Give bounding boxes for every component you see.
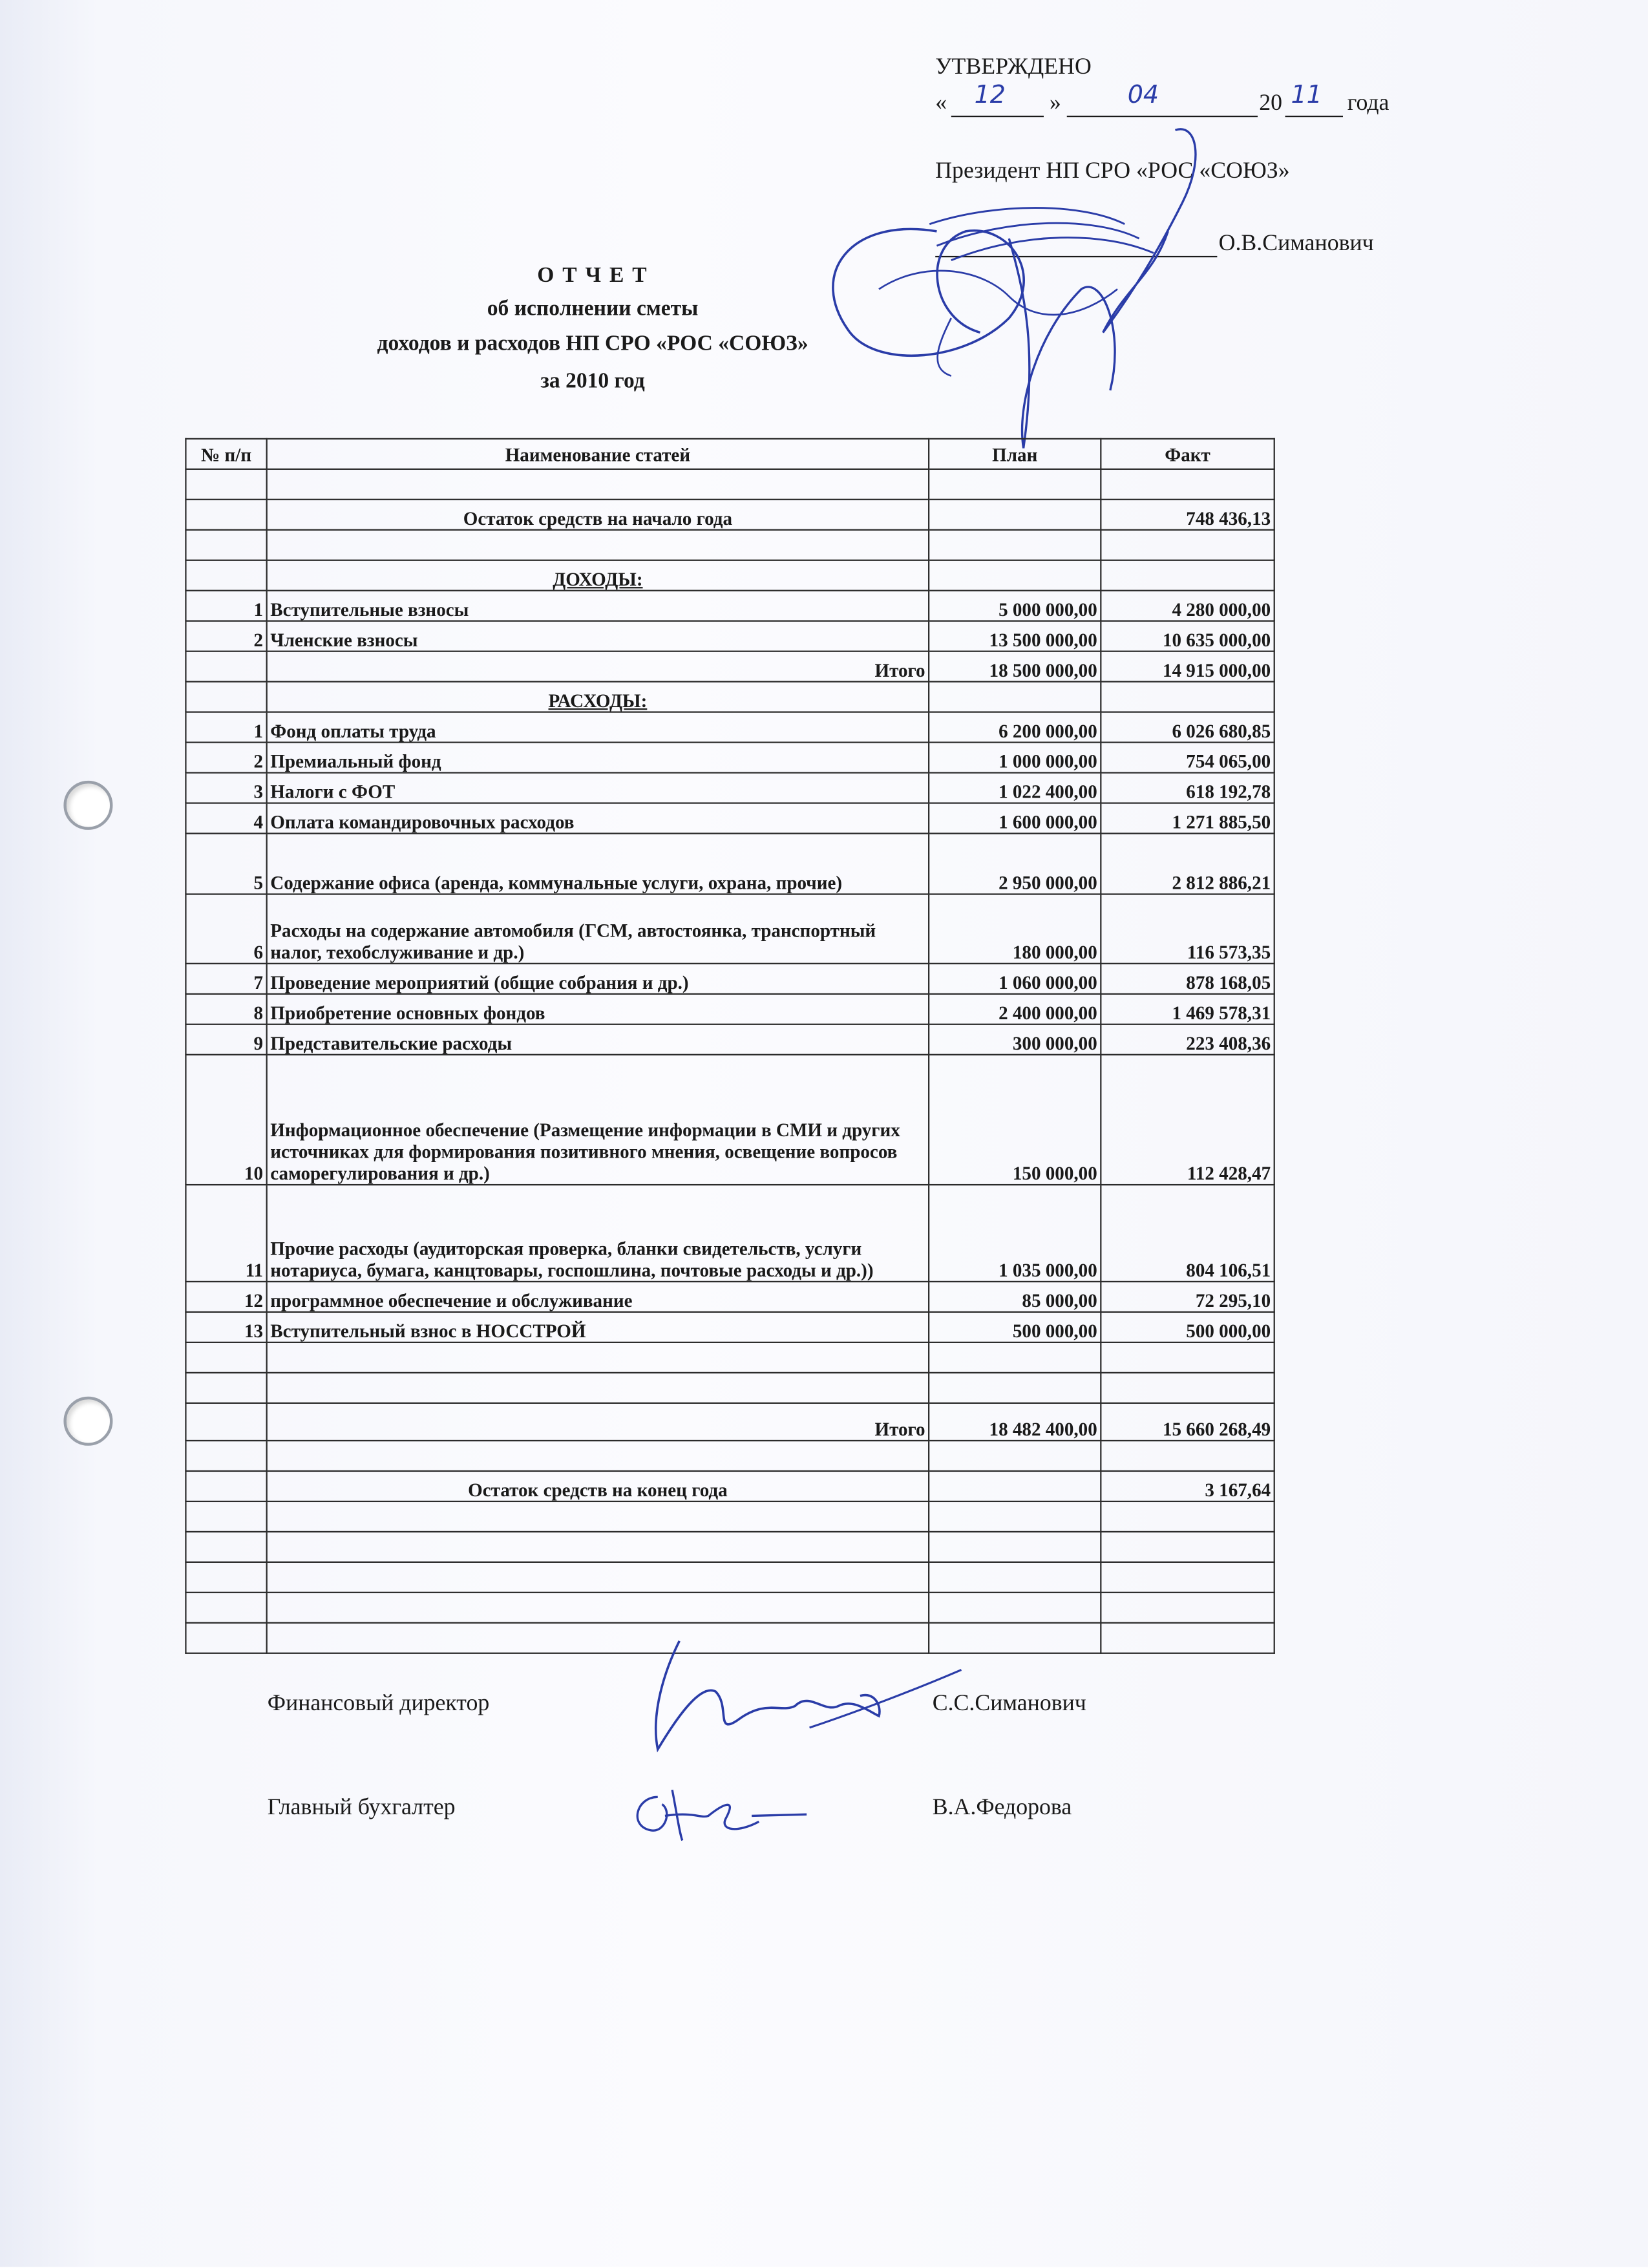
cell-number xyxy=(185,1532,266,1562)
cell-number: 9 xyxy=(185,1024,266,1055)
cell-fact: 748 436,13 xyxy=(1101,500,1274,530)
item-row xyxy=(185,621,1274,652)
cell-fact xyxy=(1101,1593,1274,1623)
cell-name: Приобретение основных фондов xyxy=(267,994,929,1024)
blank-row xyxy=(185,1441,1274,1471)
cell-plan xyxy=(929,1532,1101,1562)
report-subtitle-1: об исполнении сметы xyxy=(487,297,699,321)
cell-name xyxy=(267,1593,929,1623)
cell-fact: 3 167,64 xyxy=(1101,1471,1274,1501)
signature-name-accountant: В.А.Федорова xyxy=(932,1796,1072,1821)
cell-number xyxy=(185,1403,266,1441)
cell-fact: 618 192,78 xyxy=(1101,773,1274,803)
cell-fact: 223 408,36 xyxy=(1101,1024,1274,1055)
blank-row xyxy=(185,469,1274,500)
cell-fact: 500 000,00 xyxy=(1101,1312,1274,1342)
cell-fact: 2 812 886,21 xyxy=(1101,834,1274,895)
item-row xyxy=(185,591,1274,621)
cell-fact xyxy=(1101,682,1274,712)
cell-plan: 300 000,00 xyxy=(929,1024,1101,1055)
cell-number: 11 xyxy=(185,1185,266,1282)
cell-number: 7 xyxy=(185,964,266,994)
item-row xyxy=(185,1055,1274,1185)
cell-plan xyxy=(929,530,1101,560)
cell-plan: 1 035 000,00 xyxy=(929,1185,1101,1282)
cell-number: 1 xyxy=(185,712,266,743)
cell-fact: 804 106,51 xyxy=(1101,1185,1274,1282)
approval-position: Президент НП СРО «РОС «СОЮЗ» xyxy=(935,159,1290,184)
cell-name: Вступительные взносы xyxy=(267,591,929,621)
cell-name xyxy=(267,1562,929,1593)
cell-name xyxy=(267,1501,929,1532)
cell-fact xyxy=(1101,469,1274,500)
cell-plan: 85 000,00 xyxy=(929,1282,1101,1312)
cell-number xyxy=(185,469,266,500)
accountant-signature xyxy=(622,1775,810,1848)
cell-number: 2 xyxy=(185,743,266,773)
approval-month: 04 xyxy=(1127,81,1159,110)
cell-fact xyxy=(1101,1562,1274,1593)
report-table xyxy=(185,438,1275,1654)
total-plan: 18 482 400,00 xyxy=(929,1403,1101,1441)
col-header-plan: План xyxy=(929,439,1101,469)
cell-number: 10 xyxy=(185,1055,266,1185)
report-period: за 2010 год xyxy=(540,370,645,394)
blank-row xyxy=(185,530,1274,560)
cell-name: программное обеспечение и обслуживание xyxy=(267,1282,929,1312)
item-row xyxy=(185,743,1274,773)
cell-name: Проведение мероприятий (общие собрания и др.) xyxy=(267,964,929,994)
cell-number xyxy=(185,500,266,530)
cell-number xyxy=(185,1562,266,1593)
item-row xyxy=(185,1024,1274,1055)
cell-fact: 112 428,47 xyxy=(1101,1055,1274,1185)
cell-plan: 500 000,00 xyxy=(929,1312,1101,1342)
item-row xyxy=(185,994,1274,1024)
cell-name: Прочие расходы (аудиторская проверка, бланки свидетельств, услуги нотариуса, бумага, канцтовары, госпошлина, почтовые расходы и др.)) xyxy=(267,1185,929,1282)
total-fact: 15 660 268,49 xyxy=(1101,1403,1274,1441)
item-row xyxy=(185,1282,1274,1312)
total-label: Итого xyxy=(267,652,929,682)
total-row xyxy=(185,652,1274,682)
item-row xyxy=(185,712,1274,743)
balance-label: Остаток средств на конец года xyxy=(267,1471,929,1501)
col-header-number: № п/п xyxy=(185,439,266,469)
balance-row xyxy=(185,1471,1274,1501)
cell-fact xyxy=(1101,1501,1274,1532)
cell-name: Вступительный взнос в НОССТРОЙ xyxy=(267,1312,929,1342)
cell-name: Оплата командировочных расходов xyxy=(267,803,929,834)
year-underline xyxy=(1285,116,1343,117)
signature-name-finance: С.С.Симанович xyxy=(932,1691,1086,1717)
cell-number: 1 xyxy=(185,591,266,621)
total-label: Итого xyxy=(267,1403,929,1441)
cell-number: 8 xyxy=(185,994,266,1024)
cell-plan xyxy=(929,1593,1101,1623)
cell-name: Содержание офиса (аренда, коммунальные услуги, охрана, прочие) xyxy=(267,834,929,895)
cell-plan xyxy=(929,682,1101,712)
cell-fact: 878 168,05 xyxy=(1101,964,1274,994)
cell-fact xyxy=(1101,1532,1274,1562)
cell-plan xyxy=(929,560,1101,591)
cell-number: 13 xyxy=(185,1312,266,1342)
item-row xyxy=(185,894,1274,963)
table-header-row xyxy=(185,439,1274,469)
cell-number xyxy=(185,1623,266,1653)
approval-year-suffix: 11 xyxy=(1291,81,1322,110)
cell-plan xyxy=(929,1373,1101,1403)
item-row xyxy=(185,1185,1274,1282)
cell-plan: 1 022 400,00 xyxy=(929,773,1101,803)
approval-quote-open: « xyxy=(935,90,947,116)
section-row xyxy=(185,682,1274,712)
cell-plan: 1 600 000,00 xyxy=(929,803,1101,834)
cell-number xyxy=(185,530,266,560)
table-body xyxy=(185,469,1274,1653)
cell-number xyxy=(185,1593,266,1623)
blank-row xyxy=(185,1501,1274,1532)
signature-role-accountant: Главный бухгалтер xyxy=(267,1796,456,1821)
report-title: О Т Ч Е Т xyxy=(537,264,648,288)
cell-name: Информационное обеспечение (Размещение информации в СМИ и других источниках для формирования позитивного мнения, освещение вопросов саморегулирования и др.) xyxy=(267,1055,929,1185)
item-row xyxy=(185,964,1274,994)
cell-name xyxy=(267,1441,929,1471)
cell-name xyxy=(267,1373,929,1403)
cell-fact: 4 280 000,00 xyxy=(1101,591,1274,621)
cell-number: 12 xyxy=(185,1282,266,1312)
cell-fact xyxy=(1101,1623,1274,1653)
item-row xyxy=(185,834,1274,895)
cell-plan: 2 950 000,00 xyxy=(929,834,1101,895)
approval-quote-close: » xyxy=(1049,90,1061,116)
cell-plan xyxy=(929,1441,1101,1471)
cell-fact: 754 065,00 xyxy=(1101,743,1274,773)
balance-label: Остаток средств на начало года xyxy=(267,500,929,530)
item-row xyxy=(185,773,1274,803)
cell-plan: 6 200 000,00 xyxy=(929,712,1101,743)
cell-fact xyxy=(1101,1441,1274,1471)
cell-name: Налоги с ФОТ xyxy=(267,773,929,803)
cell-plan xyxy=(929,1471,1101,1501)
cell-fact: 1 271 885,50 xyxy=(1101,803,1274,834)
balance-row xyxy=(185,500,1274,530)
cell-number: 3 xyxy=(185,773,266,803)
finance-director-signature xyxy=(636,1626,968,1756)
total-fact: 14 915 000,00 xyxy=(1101,652,1274,682)
approval-year-prefix: 20 xyxy=(1259,90,1283,116)
cell-plan: 5 000 000,00 xyxy=(929,591,1101,621)
cell-plan: 1 000 000,00 xyxy=(929,743,1101,773)
cell-fact: 6 026 680,85 xyxy=(1101,712,1274,743)
cell-number xyxy=(185,1501,266,1532)
cell-number: 5 xyxy=(185,834,266,895)
blank-row xyxy=(185,1342,1274,1373)
cell-name xyxy=(267,530,929,560)
cell-name: Расходы на содержание автомобиля (ГСМ, автостоянка, транспортный налог, техобслуживание и др.) xyxy=(267,894,929,963)
cell-plan: 180 000,00 xyxy=(929,894,1101,963)
blank-row xyxy=(185,1593,1274,1623)
report-subtitle-2: доходов и расходов НП СРО «РОС «СОЮЗ» xyxy=(377,332,808,356)
blank-row xyxy=(185,1532,1274,1562)
approval-heading: УТВЕРЖДЕНО xyxy=(935,54,1092,80)
cell-plan xyxy=(929,1562,1101,1593)
cell-name xyxy=(267,1532,929,1562)
cell-plan xyxy=(929,1501,1101,1532)
cell-fact: 72 295,10 xyxy=(1101,1282,1274,1312)
section-heading: ДОХОДЫ: xyxy=(267,560,929,591)
cell-number xyxy=(185,1471,266,1501)
section-heading: РАСХОДЫ: xyxy=(267,682,929,712)
cell-name: Представительские расходы xyxy=(267,1024,929,1055)
cell-fact: 116 573,35 xyxy=(1101,894,1274,963)
approval-signer: О.В.Симанович xyxy=(1218,231,1374,256)
cell-plan: 2 400 000,00 xyxy=(929,994,1101,1024)
cell-number xyxy=(185,1373,266,1403)
cell-fact xyxy=(1101,1373,1274,1403)
cell-number xyxy=(185,560,266,591)
cell-fact: 1 469 578,31 xyxy=(1101,994,1274,1024)
cell-name xyxy=(267,469,929,500)
cell-fact: 10 635 000,00 xyxy=(1101,621,1274,652)
total-row xyxy=(185,1403,1274,1441)
punch-hole-top xyxy=(63,781,112,830)
col-header-fact: Факт xyxy=(1101,439,1274,469)
cell-number xyxy=(185,682,266,712)
section-row xyxy=(185,560,1274,591)
cell-number: 6 xyxy=(185,894,266,963)
total-plan: 18 500 000,00 xyxy=(929,652,1101,682)
cell-fact xyxy=(1101,560,1274,591)
blank-row xyxy=(185,1562,1274,1593)
cell-fact xyxy=(1101,530,1274,560)
cell-name: Членские взносы xyxy=(267,621,929,652)
cell-number xyxy=(185,652,266,682)
cell-plan xyxy=(929,1342,1101,1373)
blank-row xyxy=(185,1373,1274,1403)
cell-fact xyxy=(1101,1342,1274,1373)
col-header-name: Наименование статей xyxy=(267,439,929,469)
cell-plan xyxy=(929,500,1101,530)
cell-number xyxy=(185,1441,266,1471)
cell-plan: 13 500 000,00 xyxy=(929,621,1101,652)
punch-hole-bottom xyxy=(63,1397,112,1446)
cell-number xyxy=(185,1342,266,1373)
cell-plan xyxy=(929,469,1101,500)
approval-day: 12 xyxy=(974,81,1006,110)
cell-name xyxy=(267,1342,929,1373)
cell-plan: 150 000,00 xyxy=(929,1055,1101,1185)
signature-role-finance: Финансовый директор xyxy=(267,1691,490,1717)
approval-year-word: года xyxy=(1347,90,1389,116)
item-row xyxy=(185,803,1274,834)
cell-name: Премиальный фонд xyxy=(267,743,929,773)
cell-number: 2 xyxy=(185,621,266,652)
cell-name: Фонд оплаты труда xyxy=(267,712,929,743)
cell-plan: 1 060 000,00 xyxy=(929,964,1101,994)
cell-number: 4 xyxy=(185,803,266,834)
item-row xyxy=(185,1312,1274,1342)
